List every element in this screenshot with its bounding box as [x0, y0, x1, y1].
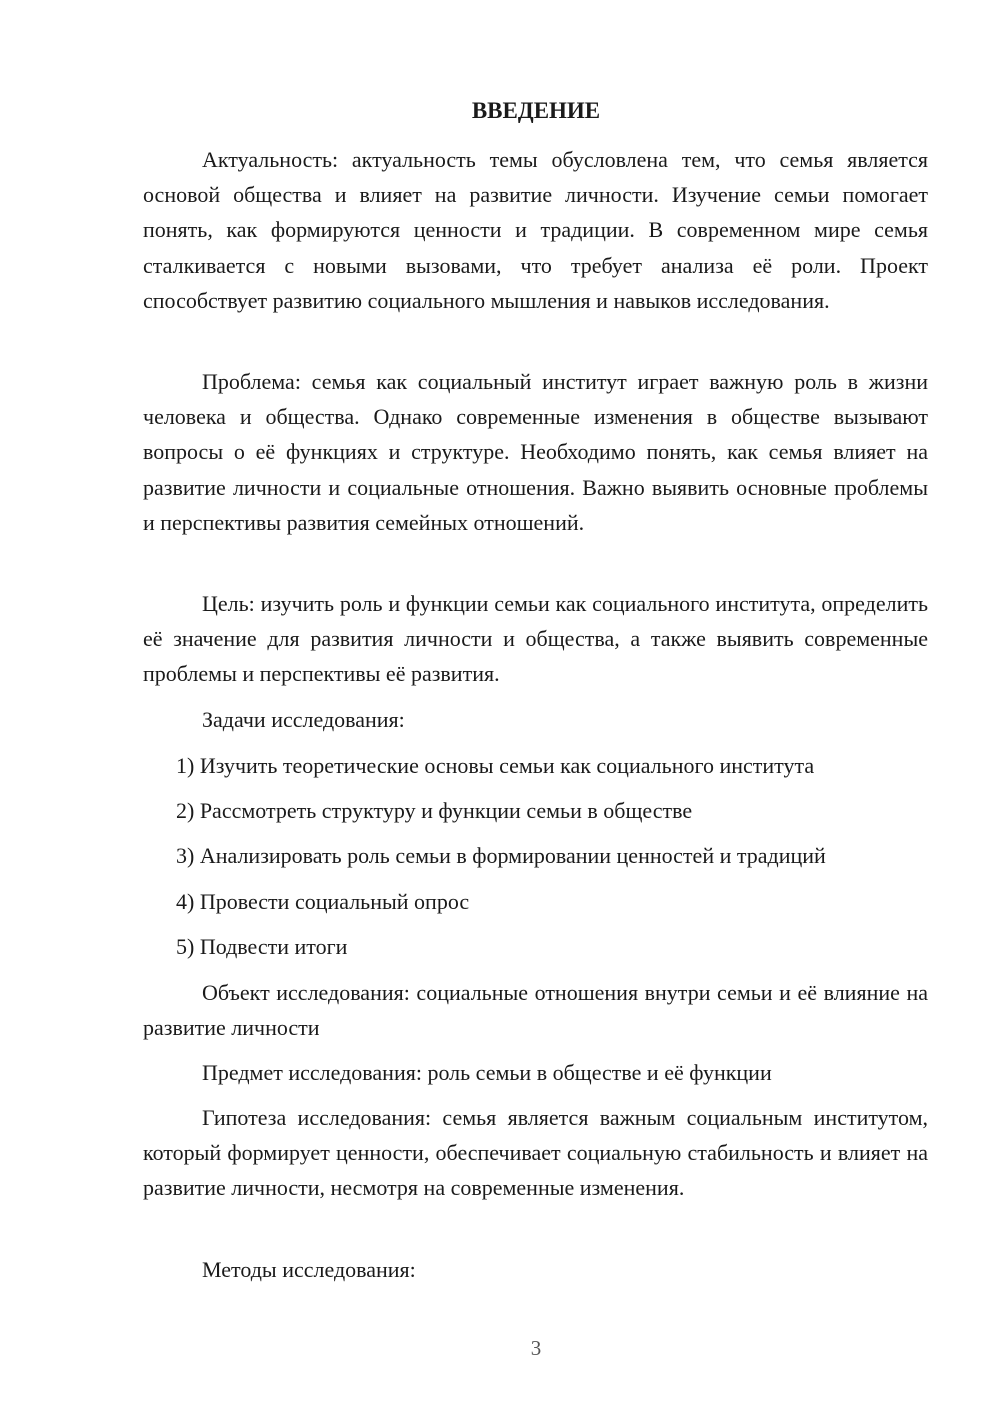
- goal-paragraph: Цель: изучить роль и функции семьи как социального института, определить её значение для развития личности и общества, а также выявить современные проблемы и перспективы её развития.: [143, 591, 928, 687]
- object-paragraph: Объект исследования: социальные отношения внутри семьи и её влияние на развитие личности: [143, 980, 928, 1041]
- task-list-item: 1) Изучить теоретические основы семьи как социального института: [176, 753, 815, 778]
- section-title: ВВЕДЕНИЕ: [471, 98, 601, 123]
- methods-heading: Методы исследования:: [202, 1257, 416, 1282]
- task-list-item: 2) Рассмотреть структуру и функции семьи в обществе: [176, 798, 693, 823]
- problem-paragraph: Проблема: семья как социальный институт играет важную роль в жизни человека и общества. Однако современные изменения в обществе вызывают вопросы о её функциях и структуре. Необходимо понять, как семья влияет на развитие личности и социальные отношения. Важно выявить основные проблемы и перспективы развития семейных отношений.: [143, 369, 928, 535]
- hypothesis-paragraph: Гипотеза исследования: семья является важным социальным институтом, который формирует ценности, обеспечивает социальную стабильность и влияет на развитие личности, несмотря на современные изменения.: [143, 1105, 928, 1201]
- relevance-paragraph: Актуальность: актуальность темы обусловлена тем, что семья является основой общества и влияет на развитие личности. Изучение семьи помогает понять, как формируются ценности и традиции. В современном мире семья сталкивается с новыми вызовами, что требует анализа её роли. Проект способствует развитию социального мышления и навыков исследования.: [143, 147, 928, 313]
- task-list-item: 3) Анализировать роль семьи в формировании ценностей и традиций: [176, 843, 826, 868]
- tasks-heading: Задачи исследования:: [202, 707, 405, 732]
- task-list-item: 4) Провести социальный опрос: [176, 889, 470, 914]
- page-number: 3: [530, 1336, 542, 1360]
- subject-paragraph: Предмет исследования: роль семьи в обществе и её функции: [202, 1060, 772, 1085]
- task-list-item: 5) Подвести итоги: [176, 934, 348, 959]
